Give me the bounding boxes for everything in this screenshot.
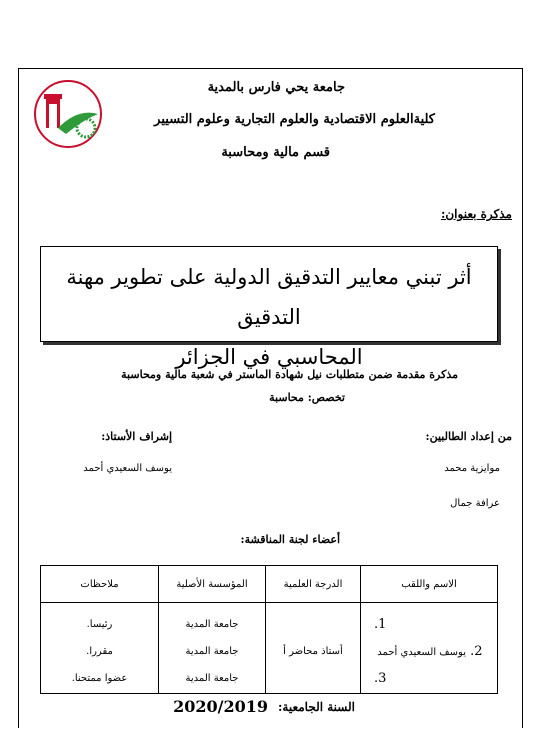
header-notes: ملاحظات xyxy=(41,566,159,603)
notes-cell xyxy=(41,603,159,694)
faculty-name: كليةالعلوم الاقتصادية والعلوم التجارية وعلوم التسيير xyxy=(154,112,435,127)
department-name: قسم مالية ومحاسبة xyxy=(221,145,330,160)
institution-cell xyxy=(159,603,266,694)
title-line-2: المحاسبي في الجزائر xyxy=(175,345,363,369)
supervision-label: إشراف الأستاذ: xyxy=(101,430,172,443)
year-label: السنة الجامعية: xyxy=(277,700,355,714)
memo-label: مذكرة بعنوان: xyxy=(440,207,512,221)
member-rank: أستاذ محاضر أ xyxy=(283,646,343,657)
table-header-row xyxy=(41,566,498,603)
academic-year: 2020/2019 xyxy=(173,697,268,716)
rank-cell xyxy=(266,603,361,694)
supervisor-name: يوسف السعيدي أحمد xyxy=(83,463,172,474)
committee-label: أعضاء لجنة المناقشة: xyxy=(240,533,340,546)
title-box xyxy=(40,246,498,369)
list-item: 3. xyxy=(374,671,387,686)
institution-1: جامعة المدية xyxy=(185,619,239,630)
member-name: يوسف السعيدي أحمد xyxy=(377,647,466,658)
specialization: تخصص: محاسبة xyxy=(269,391,345,404)
institution-2: جامعة المدية xyxy=(185,646,239,657)
note-2: مقررا. xyxy=(86,646,113,657)
prepared-by-label: من إعداد الطالبين: xyxy=(425,430,512,443)
names-cell xyxy=(361,603,498,694)
student-name-2: عرافة جمال xyxy=(450,498,500,509)
header-name: الاسم واللقب xyxy=(361,566,498,603)
thesis-title xyxy=(41,257,497,377)
header-institution: المؤسسة الأصلية xyxy=(159,566,266,603)
subtitle: مذكرة مقدمة ضمن متطلبات نيل شهادة الماستر في شعبة مالية ومحاسبة xyxy=(121,368,458,381)
note-1: رئيسا. xyxy=(86,619,113,630)
university-name: جامعة يحي فارس بالمدية xyxy=(207,80,345,95)
title-line-1: أثر تبني معايير التدقيق الدولية على تطوير مهنة التدقيق xyxy=(66,265,472,329)
table-row xyxy=(41,603,498,694)
header-rank: الدرجة العلمية xyxy=(266,566,361,603)
note-3: عضوا ممتحنا. xyxy=(71,673,128,684)
committee-table xyxy=(40,565,498,694)
list-item: 1. xyxy=(374,617,387,632)
institution-3: جامعة المدية xyxy=(185,673,239,684)
university-logo xyxy=(28,78,108,150)
list-item: 2. يوسف السعيدي أحمد xyxy=(362,638,496,665)
student-name-1: موايزية محمد xyxy=(444,463,500,474)
